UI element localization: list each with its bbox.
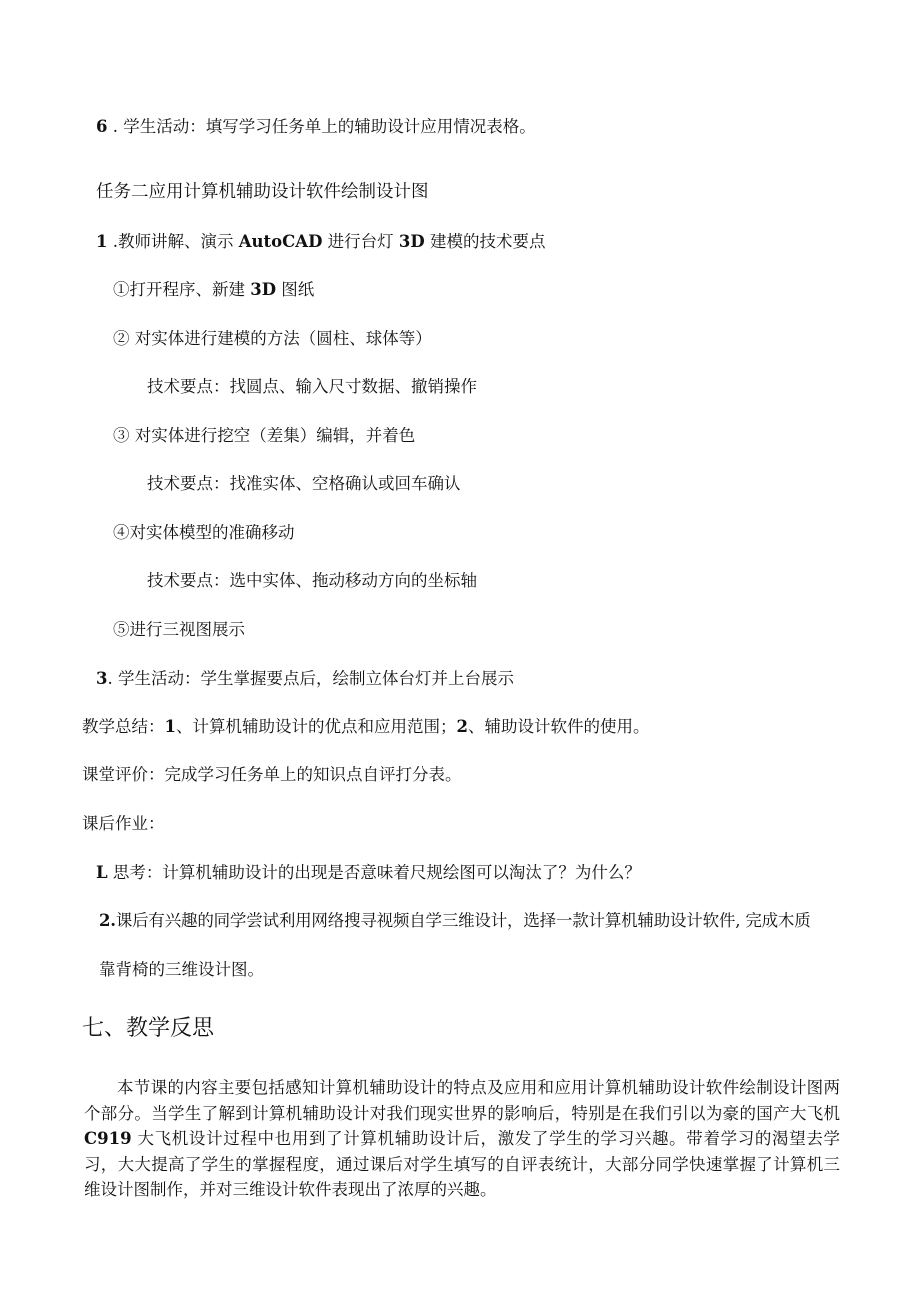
reflection-paragraph: 本节课的内容主要包括感知计算机辅助设计的特点及应用和应用计算机辅助设计软件绘制设计图两个部分。当学生了解到计算机辅助设计对我们现实世界的影响后，特别是在我们引以为豪的国产大飞机 C919 大飞机设计过程中也用到了计算机辅助设计后，激发了学生的学习兴趣。带着学习的渴望去学习，大大提高了学生的掌握程度，通过课后对学生填写的自评表统计，大部分同学快速掌握了计算机三维设计图制作，并对三维设计软件表现出了浓厚的兴趣。 bbox=[84, 1078, 840, 1200]
homework-q2-cont: 靠背椅的三维设计图。 bbox=[99, 960, 264, 979]
homework-q2: 2.课后有兴趣的同学尝试利用网络搜寻视频自学三维设计，选择一款计算机辅助设计软件, 完成木质 bbox=[99, 911, 811, 930]
homework-label: 课后作业： bbox=[82, 814, 165, 833]
item-1: 1 .教师讲解、演示 AutoCAD 进行台灯 3D 建模的技术要点 bbox=[96, 232, 546, 251]
step-4-tech: 技术要点：选中实体、拖动移动方向的坐标轴 bbox=[147, 571, 477, 590]
step-4: ④对实体模型的准确移动 bbox=[113, 523, 295, 542]
student-activity-3: 3. 学生活动：学生掌握要点后，绘制立体台灯并上台展示 bbox=[96, 669, 514, 688]
student-activity-6: 6 . 学生活动：填写学习任务单上的辅助设计应用情况表格。 bbox=[96, 117, 536, 136]
teaching-summary: 教学总结：1、计算机辅助设计的优点和应用范围；2、辅助设计软件的使用。 bbox=[82, 717, 650, 736]
homework-q1: L 思考：计算机辅助设计的出现是否意味着尺规绘图可以淘汰了？为什么？ bbox=[96, 863, 641, 882]
task2-heading: 任务二应用计算机辅助设计软件绘制设计图 bbox=[96, 182, 429, 202]
classroom-evaluation: 课堂评价：完成学习任务单上的知识点自评打分表。 bbox=[82, 765, 462, 784]
reflection-heading: 七、教学反思 bbox=[82, 1016, 215, 1041]
step-3-tech: 技术要点：找准实体、空格确认或回车确认 bbox=[147, 474, 461, 493]
step-2: ② 对实体进行建模的方法（圆柱、球体等） bbox=[113, 329, 432, 348]
step-5: ⑤进行三视图展示 bbox=[113, 620, 245, 639]
step-3: ③ 对实体进行挖空（差集）编辑，并着色 bbox=[113, 426, 416, 445]
step-1: ①打开程序、新建 3D 图纸 bbox=[113, 280, 315, 299]
step-2-tech: 技术要点：找圆点、输入尺寸数据、撤销操作 bbox=[147, 377, 477, 396]
